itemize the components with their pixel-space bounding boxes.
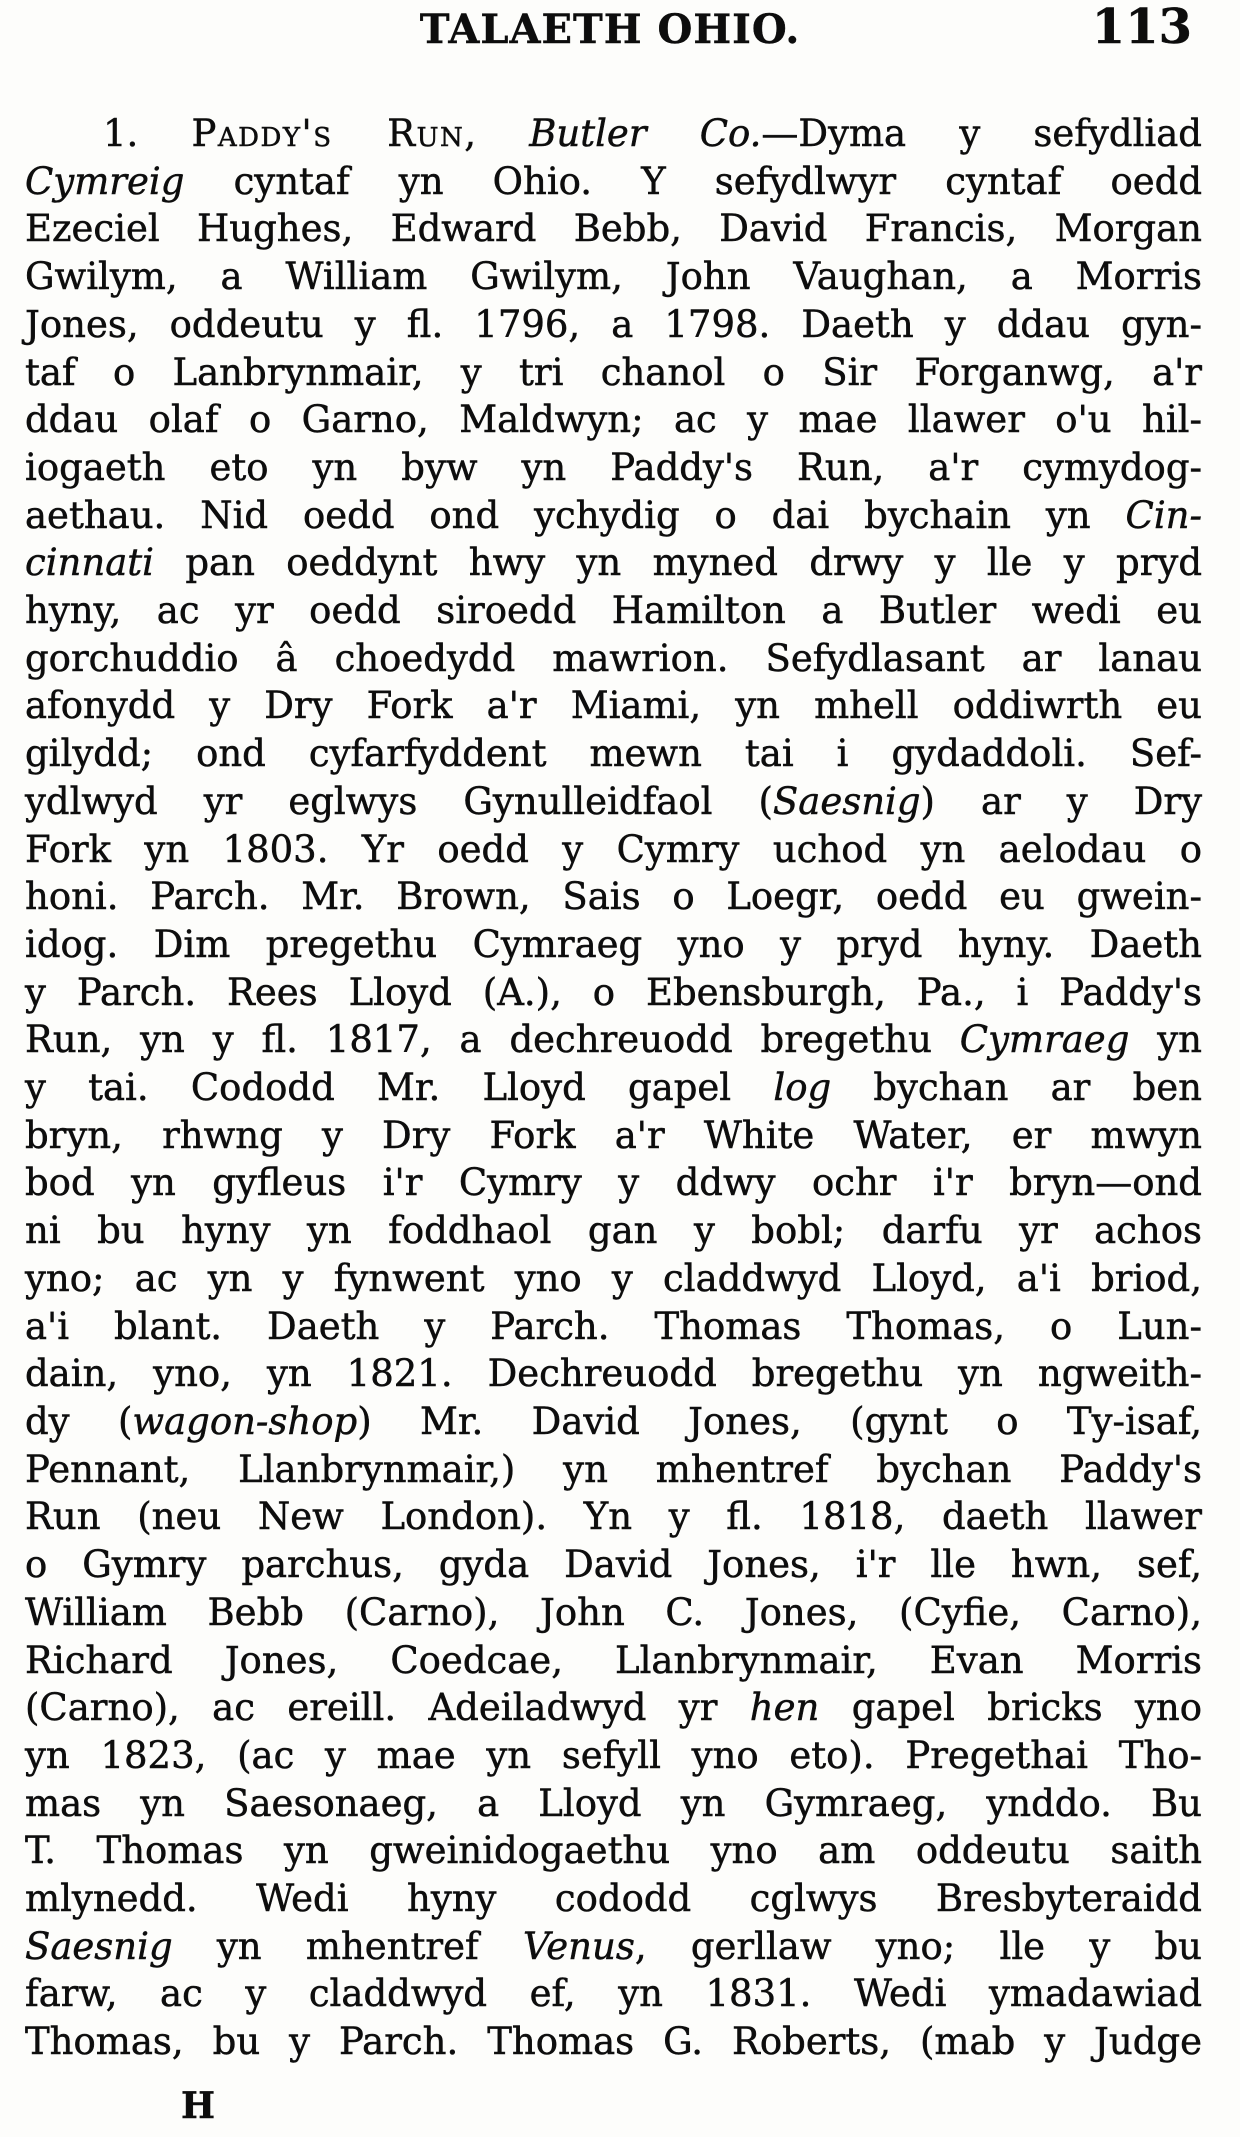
italic-text: Cymreig <box>25 159 185 203</box>
text-segment: Jones, oddeutu y fl. 1796, a 1798. Daeth y ddau gyn- <box>25 302 1202 346</box>
text-line <box>25 1827 1202 1875</box>
text-line <box>25 1398 1202 1446</box>
text-segment: 1. <box>103 112 192 155</box>
text-segment: pan oeddynt hwy yn myned drwy y lle y pryd <box>153 541 1202 585</box>
text-line <box>25 1875 1202 1923</box>
text-segment: cyntaf yn Ohio. Y sefydlwyr cyntaf oedd <box>184 159 1202 203</box>
text-segment: bryn, rhwng y Dry Fork a'r White Water, er mwyn <box>25 1113 1202 1157</box>
text-segment: honi. Parch. Mr. Brown, Sais o Loegr, oedd eu gwein- <box>25 875 1202 919</box>
text-segment: ) Mr. David Jones, (gynt o Ty-isaf, <box>357 1399 1202 1443</box>
italic-text: cinnati <box>25 541 154 585</box>
text-segment: Run (neu New London). Yn y fl. 1818, daeth llawer <box>25 1495 1202 1539</box>
text-line <box>25 301 1202 349</box>
text-line <box>25 1684 1202 1732</box>
text-segment: o Gymry parchus, gyda David Jones, i'r lle hwn, sef, <box>25 1543 1202 1587</box>
text-segment: a'i blant. Daeth y Parch. Thomas Thomas, o Lun- <box>25 1304 1202 1348</box>
text-line <box>25 492 1202 540</box>
text-line <box>25 1541 1202 1589</box>
text-line <box>25 635 1202 683</box>
text-line <box>25 730 1202 778</box>
text-segment: Thomas, bu y Parch. Thomas G. Roberts, (mab y Judge <box>25 2020 1202 2064</box>
text-segment: bychan ar ben <box>831 1066 1202 1110</box>
text-segment: idog. Dim pregethu Cymraeg yno y pryd hyny. Daeth <box>25 922 1202 966</box>
text-segment: gapel bricks yno <box>819 1686 1202 1730</box>
text-segment: farw, ac y claddwyd ef, yn 1831. Wedi ymadawiad <box>25 1972 1202 2016</box>
text-line <box>25 1446 1202 1494</box>
text-segment: mas yn Saesonaeg, a Lloyd yn Gymraeg, ynddo. Bu <box>25 1781 1202 1825</box>
text-segment: y Parch. Rees Lloyd (A.), o Ebensburgh, Pa., i Paddy's <box>25 970 1202 1014</box>
italic-text: Cymraeg <box>959 1018 1130 1062</box>
text-line <box>25 1589 1202 1637</box>
text-segment: bod yn gyfleus i'r Cymry y ddwy ochr i'r bryn—ond <box>25 1161 1202 1205</box>
text-segment: , gerllaw yno; lle y bu <box>634 1924 1203 1968</box>
text-line <box>25 444 1202 492</box>
text-line <box>25 1112 1202 1160</box>
text-segment: aethau. Nid oedd ond ychydig o dai bychain yn <box>25 493 1126 537</box>
text-line <box>25 1970 1202 2018</box>
text-segment: Richard Jones, Coedcae, Llanbrynmair, Evan Morris <box>25 1638 1202 1682</box>
italic-text: Saesnig <box>772 779 921 823</box>
italic-text: Venus <box>522 1924 635 1968</box>
text-segment: mlynedd. Wedi hyny cododd cglwys Bresbyteraidd <box>25 1877 1202 1921</box>
text-block <box>25 110 1202 2066</box>
text-line <box>25 2018 1202 2066</box>
text-line <box>25 873 1202 921</box>
text-line <box>25 1493 1202 1541</box>
text-segment: T. Thomas yn gweinidogaethu yno am oddeutu saith <box>25 1829 1202 1873</box>
printer-signature-mark: H <box>181 2085 216 2127</box>
text-segment: dy ( <box>25 1399 133 1443</box>
text-segment: Fork yn 1803. Yr oedd y Cymry uchod yn aelodau o <box>25 827 1202 871</box>
text-line <box>25 205 1202 253</box>
text-line <box>25 682 1202 730</box>
italic-text: wagon-shop <box>132 1399 358 1443</box>
text-segment: hyny, ac yr oedd siroedd Hamilton a Butler wedi eu <box>25 589 1202 633</box>
text-line <box>25 587 1202 635</box>
text-line <box>25 1255 1202 1303</box>
text-line <box>25 396 1202 444</box>
text-segment: iogaeth eto yn byw yn Paddy's Run, a'r cymydog- <box>25 445 1202 489</box>
smallcaps-text: Paddy's Run <box>191 112 465 155</box>
italic-text: Saesnig <box>25 1924 173 1968</box>
italic-text: Cin- <box>1125 493 1202 537</box>
text-segment: yno; ac yn y fynwent yno y claddwyd Lloyd, a'i briod, <box>25 1256 1202 1300</box>
text-segment: Pennant, Llanbrynmair,) yn mhentref bychan Paddy's <box>25 1447 1202 1491</box>
italic-text: hen <box>749 1686 820 1730</box>
text-line <box>25 921 1202 969</box>
text-line <box>25 1780 1202 1828</box>
text-segment: yn mhentref <box>172 1924 523 1968</box>
text-line <box>25 1303 1202 1351</box>
text-segment: ydlwyd yr eglwys Gynulleidfaol ( <box>25 779 773 823</box>
text-line <box>25 539 1202 587</box>
text-line <box>25 110 1202 158</box>
running-head-title: TALAETH OHIO. <box>419 6 801 53</box>
text-line <box>25 1064 1202 1112</box>
text-segment: yn 1823, (ac y mae yn sefyll yno eto). Pregethai Tho- <box>25 1733 1202 1777</box>
text-segment: gilydd; ond cyfarfyddent mewn tai i gydaddoli. Sef- <box>25 732 1202 776</box>
page-number: 113 <box>1091 0 1192 55</box>
text-segment: (Carno), ac ereill. Adeiladwyd yr <box>25 1686 750 1730</box>
text-segment: yn <box>1129 1018 1202 1062</box>
italic-text: log <box>773 1066 832 1110</box>
italic-text: Butler Co. <box>529 112 762 155</box>
text-line <box>25 826 1202 874</box>
text-line <box>25 1732 1202 1780</box>
text-line <box>25 1923 1202 1971</box>
text-segment: ni bu hyny yn foddhaol gan y bobl; darfu yr achos <box>25 1209 1202 1253</box>
text-line <box>25 349 1202 397</box>
text-line <box>25 969 1202 1017</box>
text-line <box>25 1016 1202 1064</box>
text-segment: —Dyma y sefydliad <box>761 112 1202 155</box>
text-line <box>25 778 1202 826</box>
text-segment: y tai. Cododd Mr. Lloyd gapel <box>25 1066 774 1110</box>
text-line <box>25 1350 1202 1398</box>
text-segment: , <box>464 112 530 155</box>
text-segment: ) ar y Dry <box>920 779 1202 823</box>
text-line <box>25 1637 1202 1685</box>
text-segment: ddau olaf o Garno, Maldwyn; ac y mae llawer o'u hil- <box>25 398 1202 442</box>
text-segment: William Bebb (Carno), John C. Jones, (Cyfie, Carno), <box>25 1590 1202 1634</box>
text-segment: dain, yno, yn 1821. Dechreuodd bregethu yn ngweith- <box>25 1352 1202 1396</box>
text-segment: Run, yn y fl. 1817, a dechreuodd bregethu <box>25 1018 960 1062</box>
text-line <box>25 1207 1202 1255</box>
text-line <box>25 158 1202 206</box>
text-segment: Ezeciel Hughes, Edward Bebb, David Francis, Morgan <box>25 207 1202 251</box>
text-line <box>25 1159 1202 1207</box>
text-segment: afonydd y Dry Fork a'r Miami, yn mhell oddiwrth eu <box>25 684 1202 728</box>
text-segment: Gwilym, a William Gwilym, John Vaughan, a Morris <box>25 255 1202 299</box>
text-segment: taf o Lanbrynmair, y tri chanol o Sir Forganwg, a'r <box>25 350 1202 394</box>
text-segment: gorchuddio â choedydd mawrion. Sefydlasant ar lanau <box>25 636 1202 680</box>
text-line <box>25 253 1202 301</box>
